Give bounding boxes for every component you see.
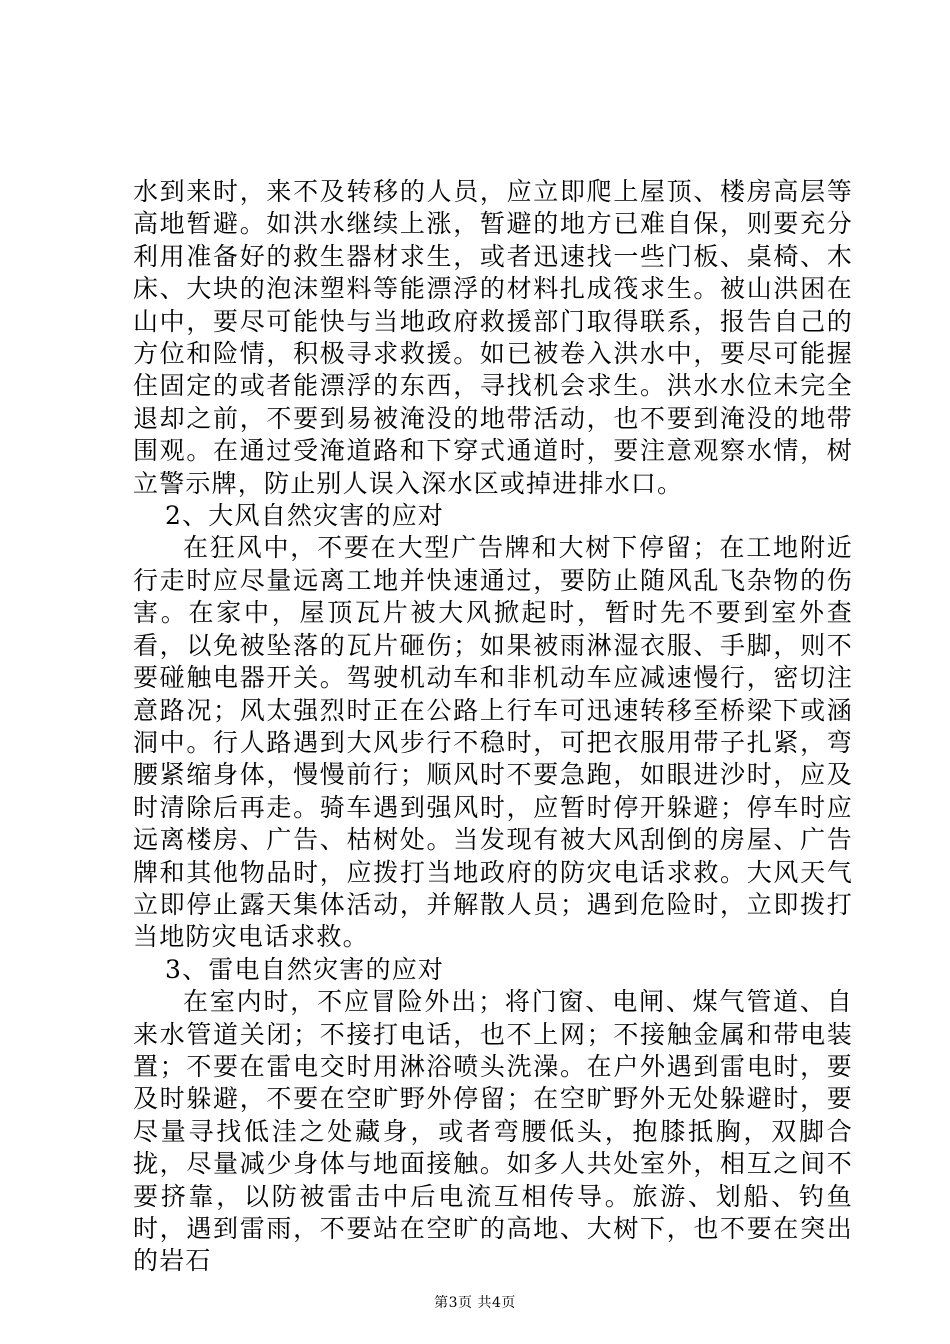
section-heading-lightning: 3、雷电自然灾害的应对 — [165, 954, 445, 984]
page-footer: 第3页 共4页 — [434, 1295, 516, 1311]
section-heading-wind: 2、大风自然灾害的应对 — [165, 501, 445, 531]
paragraph-flood-response: 水到来时，来不及转移的人员，应立即爬上屋顶、楼房高层等高地暂避。如洪水继续上涨，暂避的地方已难自保，则要充分利用准备好的救生器材求生，或者迅速找一些门板、桌椅、木床、大块的泡沫塑料等能漂浮的材料扎成筏求生。被山洪困在山中，要尽可能快与当地政府救援部门取得联系，报告自己的方位和险情，积极寻求救援。如已被卷入洪水中，要尽可能握住固定的或者能漂浮的东西，寻找机会求生。洪水水位未完全退却之前，不要到易被淹没的地带活动，也不要到淹没的地带围观。在通过受淹道路和下穿式通道时，要注意观察水情，树立警示牌，防止别人误入深水区或掉进排水口。 — [133, 177, 853, 498]
paragraph-wind-response: 在狂风中，不要在大型广告牌和大树下停留；在工地附近行走时应尽量远离工地并快速通过，要防止随风乱飞杂物的伤害。在家中，屋顶瓦片被大风掀起时，暂时先不要到室外查看，以免被坠落的瓦片砸伤；如果被雨淋湿衣服、手脚，则不要碰触电器开关。驾驶机动车和非机动车应减速慢行，密切注意路况；风太强烈时正在公路上行车可迅速转移至桥梁下或涵洞中。行人路遇到大风步行不稳时，可把衣服用带子扎紧，弯腰紧缩身体，慢慢前行；顺风时不要急跑，如眼进沙时，应及时清除后再走。骑车遇到强风时，应暂时停开躲避；停车时应远离楼房、广告、枯树处。当发现有被大风刮倒的房屋、广告牌和其他物品时，应拨打当地政府的防灾电话求救。大风天气立即停止露天集体活动，并解散人员；遇到危险时，立即拨打当地防灾电话求救。 — [133, 533, 853, 952]
paragraph-lightning-response: 在室内时，不应冒险外出；将门窗、电闸、煤气管道、自来水管道关闭；不接打电话，也不上网；不接触金属和带电装置；不要在雷电交时用淋浴喷头洗澡。在户外遇到雷电时，要及时躲避，不要在空旷野外停留；在空旷野外无处躲避时，要尽量寻找低洼之处藏身，或者弯腰低头，抱膝抵胸，双脚合拢，尽量减少身体与地面接触。如多人共处室外，相互之间不要挤靠，以防被雷击中后电流互相传导。旅游、划船、钓鱼时，遇到雷雨，不要站在空旷的高地、大树下，也不要在突出的岩石 — [133, 987, 853, 1276]
body-text — [133, 176, 853, 1278]
